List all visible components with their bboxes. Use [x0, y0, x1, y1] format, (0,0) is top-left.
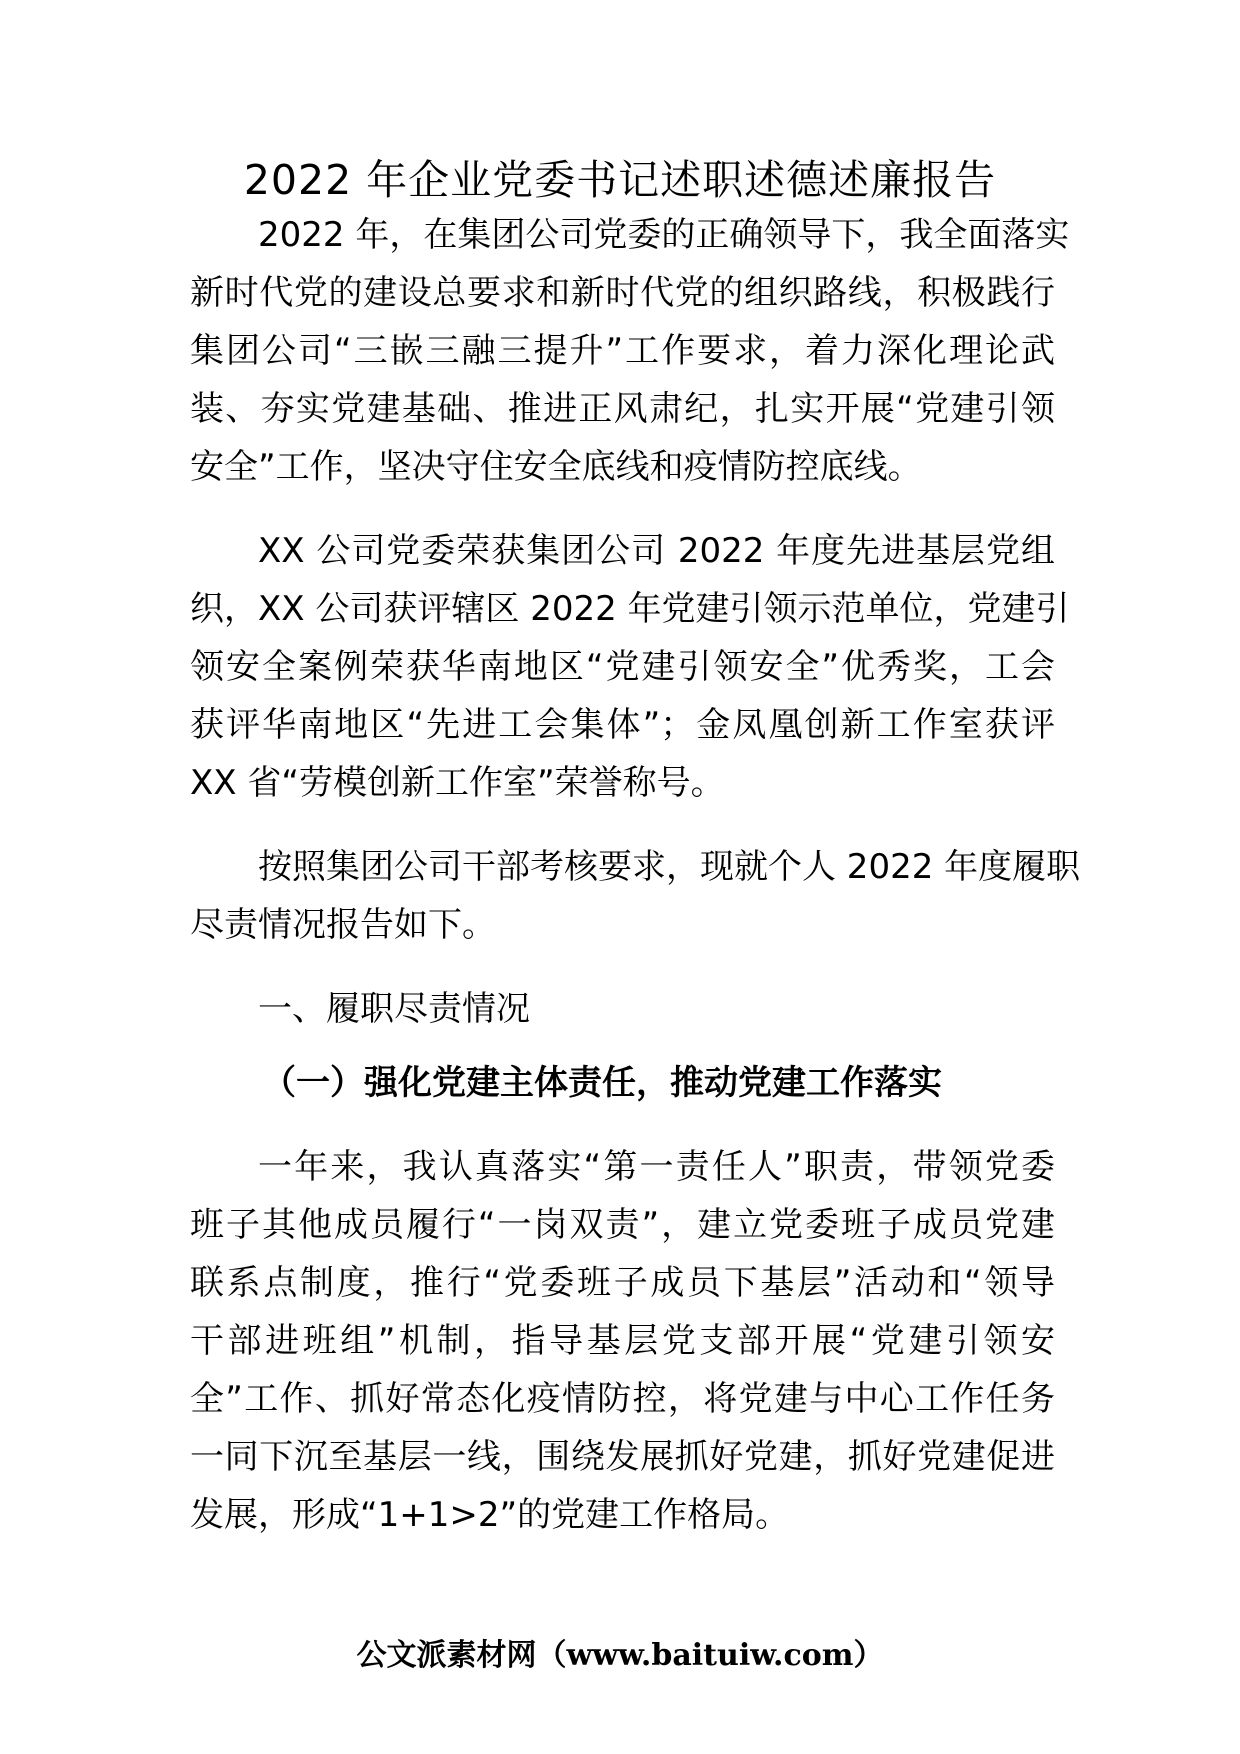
paragraph-line: 领安全案例荣获华南地区“党建引领安全”优秀奖，工会 [190, 647, 1055, 687]
paragraph-line: 一年来，我认真落实“第一责任人”职责，带领党委 [258, 1147, 1055, 1187]
paragraph-line: 安全”工作，坚决守住安全底线和疫情防控底线。 [190, 447, 922, 487]
paragraph-line: 集团公司“三嵌三融三提升”工作要求，着力深化理论武 [190, 331, 1055, 371]
subsection-heading: （一）强化党建主体责任，推动党建工作落实 [262, 1063, 942, 1103]
section-heading: 一、履职尽责情况 [258, 989, 530, 1029]
paragraph-line: 获评华南地区“先进工会集体”；金凤凰创新工作室获评 [190, 705, 1055, 745]
document-title: 2022 年企业党委书记述职述德述廉报告 [243, 156, 997, 204]
paragraph-line: 2022 年，在集团公司党委的正确领导下，我全面落实 [258, 215, 1070, 255]
paragraph-line: 联系点制度，推行“党委班子成员下基层”活动和“领导 [190, 1263, 1055, 1303]
paragraph-line: 新时代党的建设总要求和新时代党的组织路线，积极践行 [190, 273, 1055, 313]
paragraph-line: 一同下沉至基层一线，围绕发展抓好党建，抓好党建促进 [190, 1437, 1055, 1477]
paragraph-line: 干部进班组”机制，指导基层党支部开展“党建引领安 [190, 1321, 1055, 1361]
paragraph-line: 发展，形成“1+1>2”的党建工作格局。 [190, 1495, 790, 1535]
paragraph-line: 按照集团公司干部考核要求，现就个人 2022 年度履职 [258, 847, 1081, 887]
paragraph-line: 装、夯实党建基础、推进正风肃纪，扎实开展“党建引领 [190, 389, 1055, 429]
paragraph-line: 全”工作、抓好常态化疫情防控，将党建与中心工作任务 [190, 1379, 1055, 1419]
paragraph-line: XX 省“劳模创新工作室”荣誉称号。 [190, 763, 725, 803]
paragraph-line: 尽责情况报告如下。 [190, 905, 496, 945]
paragraph-line: XX 公司党委荣获集团公司 2022 年度先进基层党组 [258, 531, 1055, 571]
paragraph-line: 班子其他成员履行“一岗双责”，建立党委班子成员党建 [190, 1205, 1055, 1245]
paragraph-line: 织，XX 公司获评辖区 2022 年党建引领示范单位，党建引 [190, 589, 1070, 629]
footer-source: 公文派素材网（www.baituiw.com） [356, 1638, 884, 1673]
